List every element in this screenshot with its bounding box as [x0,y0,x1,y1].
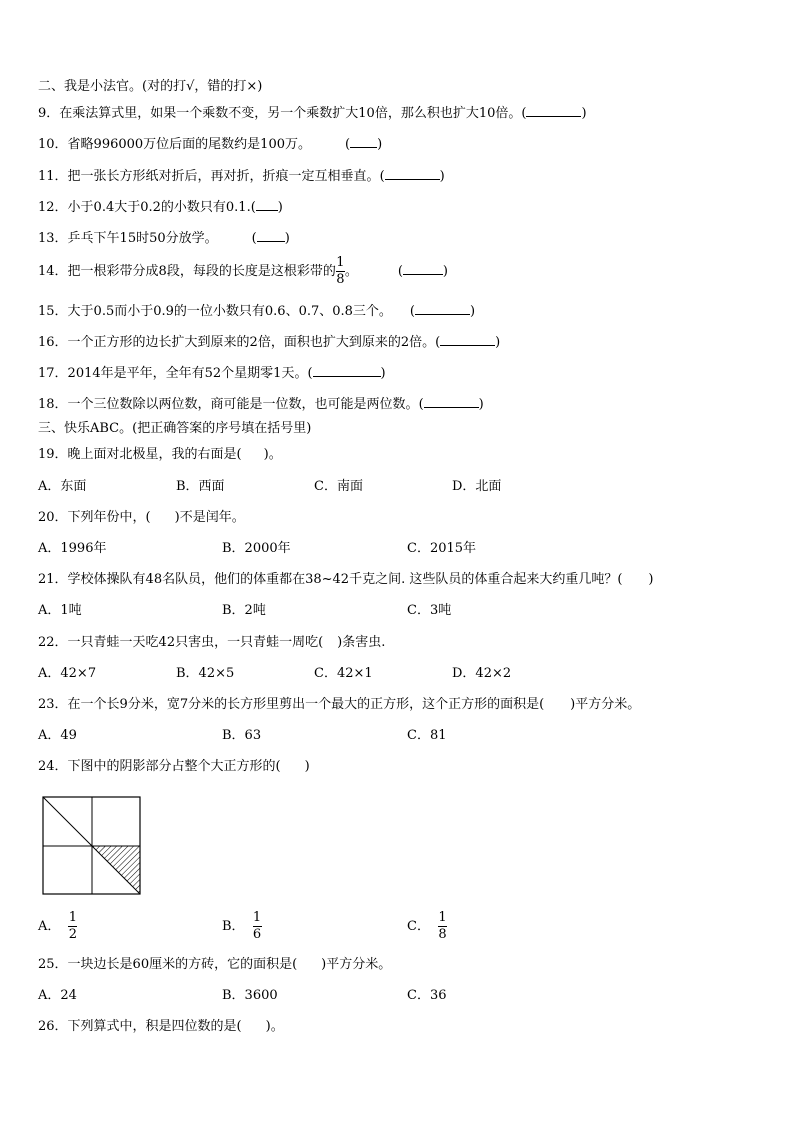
option-a[interactable]: A． $\frac{1}{2}$ [38,910,78,942]
question-number: 16． [38,335,68,350]
question-16: 16．一个正方形的边长扩大到原来的2倍，面积也扩大到原来的2倍。( ) [38,335,501,350]
question-text: 在一个长9分米，宽7分米的长方形里剪出一个最大的正方形，这个正方形的面积是( [67,697,545,712]
square-figure [42,796,142,896]
option-a[interactable]: A．24 [38,988,77,1003]
question-number: 23． [38,697,68,712]
question-number: 18． [38,397,68,412]
question-text: 下列年份中，( [67,510,151,525]
question-9: 9．在乘法算式里，如果一个乘数不变，另一个乘数扩大10倍，那么积也扩大10倍。( ) [38,106,587,121]
question-13: 13．乒乓下午15时50分放学。 ( ) [38,231,290,246]
option-b[interactable]: B．3600 [222,988,278,1003]
question-number: 22． [38,635,68,650]
option-a[interactable]: A．42×7 [38,666,97,681]
option-d[interactable]: D．北面 [452,479,502,494]
question-number: 21． [38,572,68,587]
question-number: 26． [38,1019,68,1034]
question-text: 一个三位数除以两位数，商可能是一位数，也可能是两位数。 [67,397,419,412]
question-17: 17．2014年是平年，全年有52个星期零1天。( ) [38,366,386,381]
option-c[interactable]: C．81 [407,728,447,743]
option-b[interactable]: B．42×5 [176,666,235,681]
section-2-title: 二、我是小法官。(对的打√，错的打×) [38,79,263,94]
question-26: 26．下列算式中，积是四位数的是( )。 [38,1019,284,1034]
question-10: 10．省略996000万位后面的尾数约是100万。 ( ) [38,137,383,152]
question-number: 9． [38,106,60,121]
answer-blank[interactable] [313,364,381,377]
answer-blank[interactable] [526,104,581,117]
question-text: 晚上面对北极星，我的右面是( [67,447,242,462]
option-a[interactable]: A．1吨 [38,603,82,618]
option-b[interactable]: B． $\frac{1}{6}$ [222,910,262,942]
question-number: 25． [38,957,68,972]
question-22: 22．一只青蛙一天吃42只害虫，一只青蛙一周吃( )条害虫. [38,635,386,650]
answer-blank[interactable] [424,395,479,408]
option-c[interactable]: C．南面 [314,479,363,494]
question-number: 11． [38,169,68,184]
question-number: 14． [38,264,68,279]
option-c[interactable]: C．2015年 [407,541,477,556]
option-a[interactable]: A．49 [38,728,77,743]
question-25: 25．一块边长是60厘米的方砖，它的面积是( )平方分米。 [38,957,392,972]
question-number: 17． [38,366,68,381]
fraction-1-8: $\frac{1}{8}$ [438,910,447,942]
question-18: 18．一个三位数除以两位数，商可能是一位数，也可能是两位数。( ) [38,397,484,412]
question-19: 19．晚上面对北极星，我的右面是( )。 [38,447,282,462]
question-number: 10． [38,137,68,152]
question-21: 21．学校体操队有48名队员，他们的体重都在38~42千克之间. 这些队员的体重合起来大约重几吨？( ) [38,572,654,587]
question-number: 15． [38,304,68,319]
question-number: 20． [38,510,68,525]
section-3-title: 三、快乐ABC。(把正确答案的序号填在括号里) [38,421,312,436]
question-text: 小于0.4大于0.2的小数只有0.1. [67,200,251,215]
question-text: 大于0.5而小于0.9的一位小数只有0.6、0.7、0.8三个。 [67,304,392,319]
option-a[interactable]: A．1996年 [38,541,107,556]
question-15: 15．大于0.5而小于0.9的一位小数只有0.6、0.7、0.8三个。 ( ) [38,304,476,319]
answer-blank[interactable] [440,333,495,346]
question-text: 2014年是平年，全年有52个星期零1天。 [67,366,308,381]
option-a[interactable]: A．东面 [38,479,87,494]
option-b[interactable]: B．西面 [176,479,225,494]
question-20: 20．下列年份中，( )不是闰年。 [38,510,245,525]
question-number: 24． [38,759,68,774]
fraction-1-2: $\frac{1}{2}$ [68,910,78,942]
fraction-1-6: $\frac{1}{6}$ [252,910,262,942]
question-11: 11．把一张长方形纸对折后，再对折，折痕一定互相垂直。( ) [38,169,445,184]
question-text: 下列算式中，积是四位数的是( [67,1019,242,1034]
answer-blank[interactable] [256,198,278,211]
answer-blank[interactable] [415,302,470,315]
question-text: 一块边长是60厘米的方砖，它的面积是( [67,957,298,972]
question-number: 19． [38,447,68,462]
option-c[interactable]: C． $\frac{1}{8}$ [407,910,447,942]
answer-blank[interactable] [403,262,443,275]
option-c[interactable]: C．42×1 [314,666,373,681]
question-text: 把一根彩带分成8段，每段的长度是这根彩带的 [67,264,336,279]
fraction-1-8: $\frac{1}{8}$ [336,255,345,287]
answer-blank[interactable] [385,167,440,180]
question-text: 乒乓下午15时50分放学。 [67,231,218,246]
question-24: 24．下图中的阴影部分占整个大正方形的( ) [38,759,310,774]
answer-blank[interactable] [350,135,377,148]
option-c[interactable]: C．36 [407,988,447,1003]
option-b[interactable]: B．2000年 [222,541,291,556]
question-text: 一个正方形的边长扩大到原来的2倍，面积也扩大到原来的2倍。 [67,335,436,350]
question-text: 一只青蛙一天吃42只害虫，一只青蛙一周吃( [67,635,324,650]
option-b[interactable]: B．63 [222,728,262,743]
question-14: 14．把一根彩带分成8段，每段的长度是这根彩带的 $\frac{1}{8}$ 。 ( ) [38,255,448,287]
question-text: 学校体操队有48名队员，他们的体重都在38~42千克之间. 这些队员的体重合起来大约重几吨？( [67,572,623,587]
question-text: 在乘法算式里，如果一个乘数不变，另一个乘数扩大10倍，那么积也扩大10倍。 [59,106,522,121]
question-number: 13． [38,231,68,246]
option-b[interactable]: B．2吨 [222,603,266,618]
question-text: 省略996000万位后面的尾数约是100万。 [67,137,311,152]
option-c[interactable]: C．3吨 [407,603,452,618]
question-23: 23．在一个长9分米，宽7分米的长方形里剪出一个最大的正方形，这个正方形的面积是( )平方分米。 [38,697,641,712]
question-text: 把一张长方形纸对折后，再对折，折痕一定互相垂直。 [67,169,380,184]
question-number: 12． [38,200,68,215]
answer-blank[interactable] [257,229,285,242]
question-text: 下图中的阴影部分占整个大正方形的( [67,759,281,774]
question-12: 12．小于0.4大于0.2的小数只有0.1.( ) [38,200,283,215]
option-d[interactable]: D．42×2 [452,666,512,681]
